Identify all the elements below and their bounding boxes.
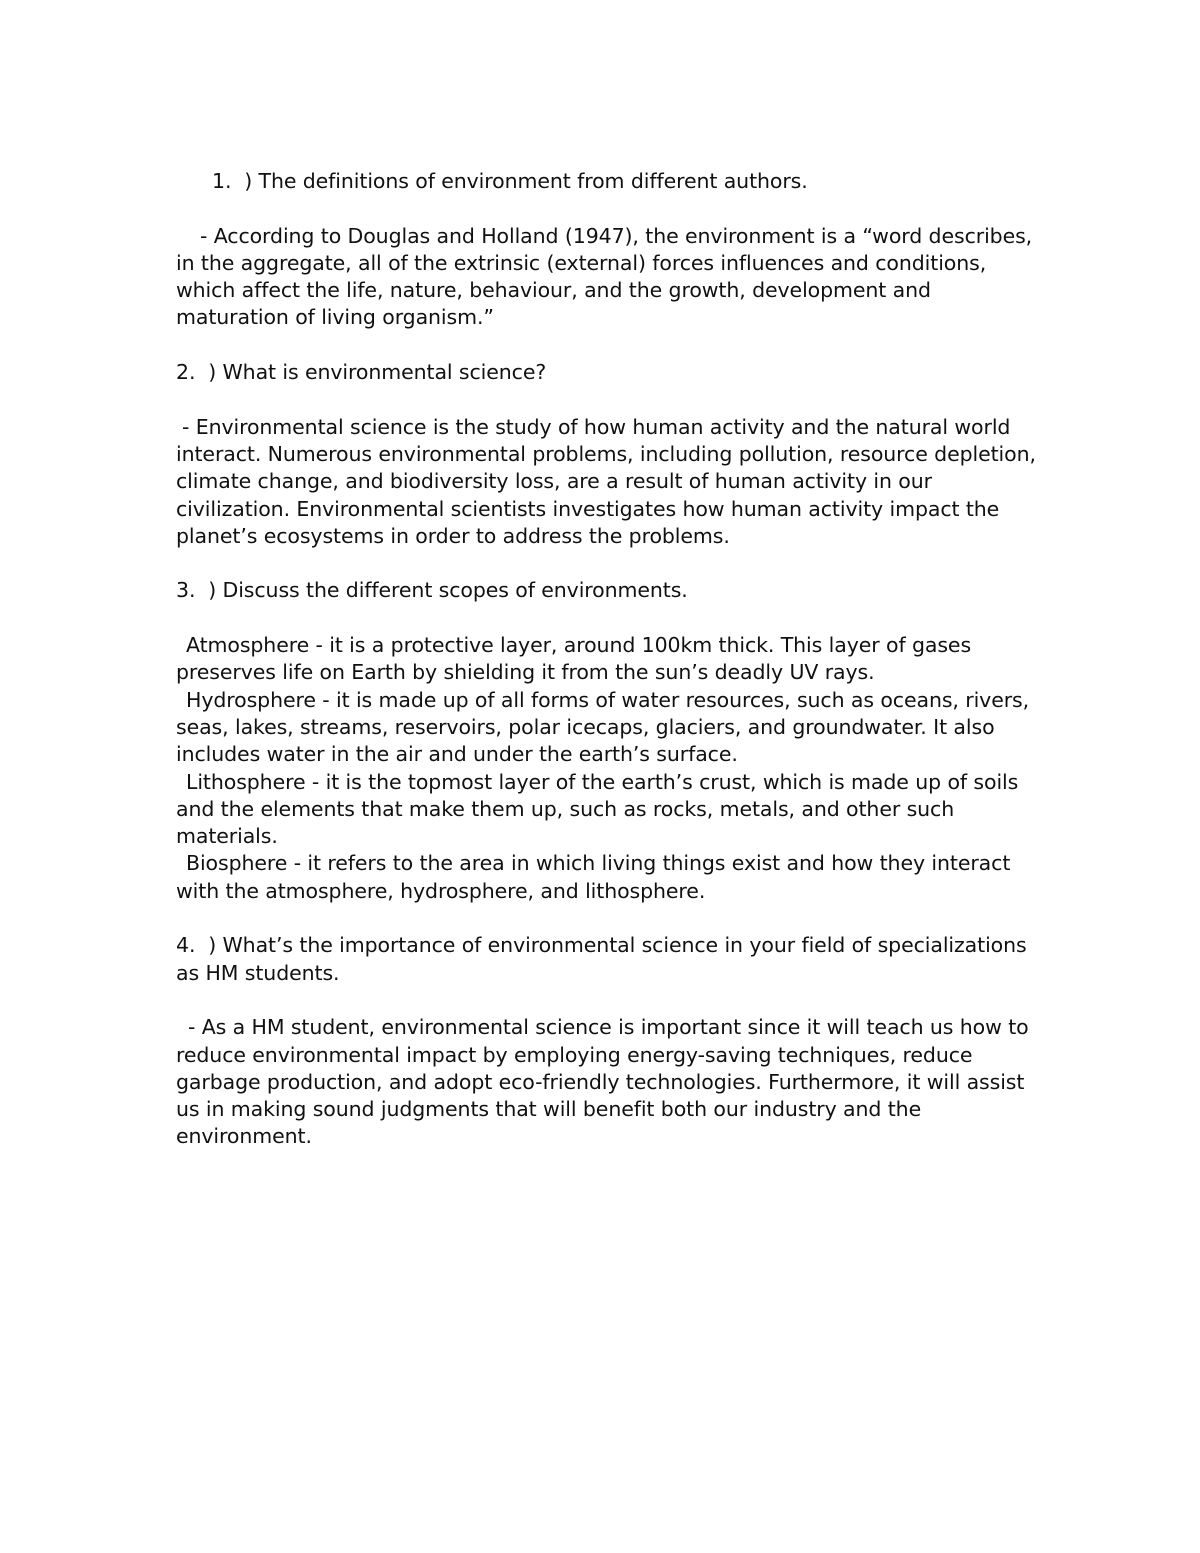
question-number: 2. — [176, 360, 196, 385]
question-number: 4. — [176, 933, 196, 958]
question-text: ) What’s the importance of environmental science in your field of specializations as HM students. — [176, 933, 1027, 985]
spacer — [176, 386, 1036, 413]
answer-1: - According to Douglas and Holland (1947), the environment is a “word describes, in the aggregate, all of the extrinsic (external) forces influences and conditions, which affect the life, nature, behaviour, and the growth, development and maturation of living organism.” — [176, 223, 1033, 330]
answer-2: - Environmental science is the study of how human activity and the natural world interact. Numerous environmental problems, including pollution, resource depletion, climate change, and biodiversity loss, are a result of human activity in our civilization. Environmental scientists investigates how human activity impact the planet’s ecosystems in order to address the problems. — [176, 414, 1036, 548]
question-3 — [176, 577, 1036, 604]
question-text: ) The definitions of environment from different authors. — [244, 169, 808, 193]
scope-lithosphere: Lithosphere - it is the topmost layer of the earth’s crust, which is made up of soils and the elements that make them up, such as rocks, metals, and other such materials. — [176, 769, 1019, 849]
question-4 — [176, 932, 1036, 987]
question-number: 3. — [176, 578, 196, 603]
spacer — [176, 550, 1036, 577]
question-2 — [176, 359, 1036, 386]
scope-hydrosphere: Hydrosphere - it is made up of all forms of water resources, such as oceans, rivers, seas, lakes, streams, reservoirs, polar icecaps, glaciers, and groundwater. It also includes water in the air and under the earth’s surface. — [176, 687, 1030, 767]
question-number: 1. — [212, 169, 232, 193]
scope-atmosphere: Atmosphere - it is a protective layer, around 100km thick. This layer of gases preserves life on Earth by shielding it from the sun’s deadly UV rays. — [176, 633, 972, 685]
spacer — [176, 332, 1036, 359]
question-text: ) Discuss the different scopes of environments. — [208, 578, 688, 603]
scope-biosphere: Biosphere - it refers to the area in which living things exist and how they interact with the atmosphere, hydrosphere, and lithosphere. — [176, 851, 1011, 903]
answer-4: - As a HM student, environmental science is important since it will teach us how to reduce environmental impact by employing energy-saving techniques, reduce garbage production, and adopt eco-friendly technologies. Furthermore, it will assist us in making sound judgments that will benefit both our industry and the environment. — [176, 1015, 1029, 1149]
question-1 — [176, 168, 1036, 195]
spacer — [176, 605, 1036, 632]
spacer — [176, 987, 1036, 1014]
spacer — [176, 195, 1036, 222]
spacer — [176, 905, 1036, 932]
question-text: ) What is environmental science? — [208, 360, 547, 385]
document-body — [176, 168, 1036, 1151]
